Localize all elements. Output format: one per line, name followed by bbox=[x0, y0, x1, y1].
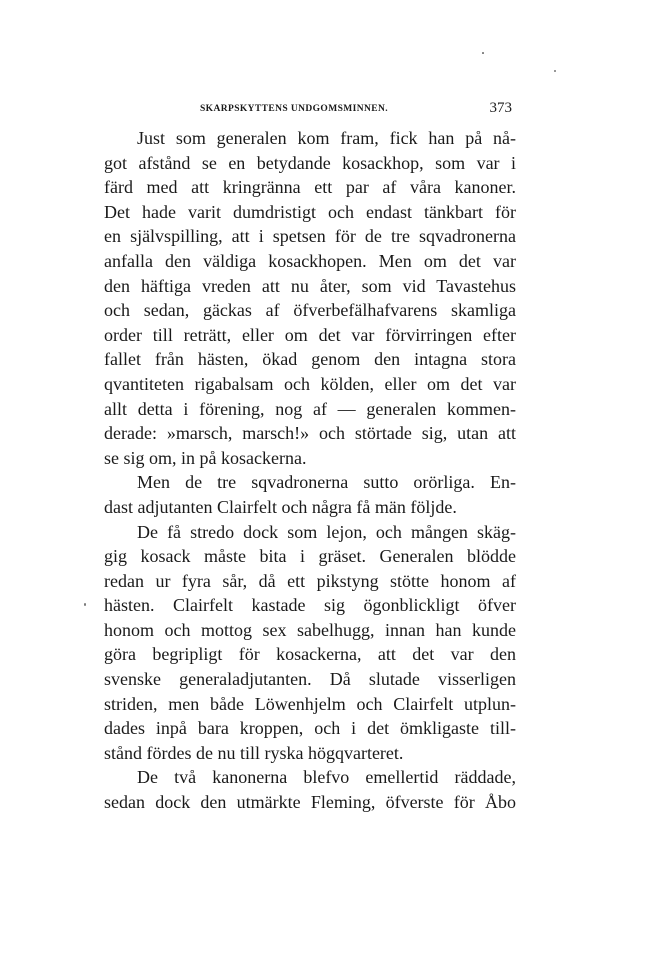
text-line: order till reträtt, eller om det var förvirringen efter bbox=[104, 324, 516, 345]
text-line: sedan dock den utmärkte Fleming, öfverste för Åbo bbox=[104, 792, 516, 813]
text-line: derade: »marsch, marsch!» och störtade sig, utan att bbox=[104, 423, 516, 444]
text-line: se sig om, in på kosackerna. bbox=[104, 447, 307, 468]
book-page bbox=[104, 98, 516, 815]
text-line: färd med att kringränna ett par af våra kanoner. bbox=[104, 177, 516, 198]
text-line: got afstånd se en betydande kosackhop, som var i bbox=[104, 152, 516, 173]
running-head bbox=[104, 98, 516, 126]
text-line: honom och mottog sex sabelhugg, innan han kunde bbox=[104, 619, 516, 640]
text-line: anfalla den väldiga kosackhopen. Men om det var bbox=[104, 250, 516, 271]
paper-speck bbox=[482, 52, 484, 54]
text-line: dades inpå bara kroppen, och i det ömkligaste till- bbox=[104, 718, 516, 739]
text-line: De två kanonerna blefvo emellertid räddade, bbox=[137, 767, 516, 788]
text-line: göra begripligt för kosackerna, att det var den bbox=[104, 644, 516, 665]
text-line: Men de tre sqvadronerna sutto orörliga. En- bbox=[137, 472, 516, 493]
text-line: och sedan, gäckas af öfverbefälhafvarens skamliga bbox=[104, 300, 516, 321]
paper-speck bbox=[554, 70, 556, 72]
text-line: dast adjutanten Clairfelt och några få män följde. bbox=[104, 496, 457, 517]
text-line: Det hade varit dumdristigt och endast tänkbart för bbox=[104, 201, 516, 222]
text-line: qvantiteten rigabalsam och kölden, eller om det var bbox=[104, 373, 516, 394]
running-title: SKARPSKYTTENS UNDGOMSMINNEN. bbox=[200, 104, 389, 114]
text-line: hästen. Clairfelt kastade sig ögonblickligt öfver bbox=[104, 595, 516, 616]
text-line: De få stredo dock som lejon, och mången skäg- bbox=[137, 521, 516, 542]
page-number: 373 bbox=[489, 100, 512, 116]
body-text bbox=[104, 126, 516, 815]
text-line: redan ur fyra sår, då ett pikstyng stötte honom af bbox=[104, 570, 516, 591]
text-line: stånd fördes de nu till ryska högqvarteret. bbox=[104, 742, 404, 763]
text-line: den häftiga vreden att nu åter, som vid Tavastehus bbox=[104, 275, 516, 296]
text-line: Just som generalen kom fram, fick han på nå- bbox=[137, 128, 516, 148]
text-line: allt detta i förening, nog af — generalen kommen- bbox=[104, 398, 516, 419]
text-line: svenske generaladjutanten. Då slutade visserligen bbox=[104, 669, 516, 690]
text-line: gig kosack måste bita i gräset. Generalen blödde bbox=[104, 546, 516, 567]
text-line: en självspilling, att i spetsen för de tre sqvadronerna bbox=[104, 226, 516, 247]
text-line: striden, men både Löwenhjelm och Clairfelt utplun- bbox=[104, 693, 516, 714]
paper-speck bbox=[84, 603, 86, 606]
text-line: fallet från hästen, ökad genom den intagna stora bbox=[104, 349, 516, 370]
